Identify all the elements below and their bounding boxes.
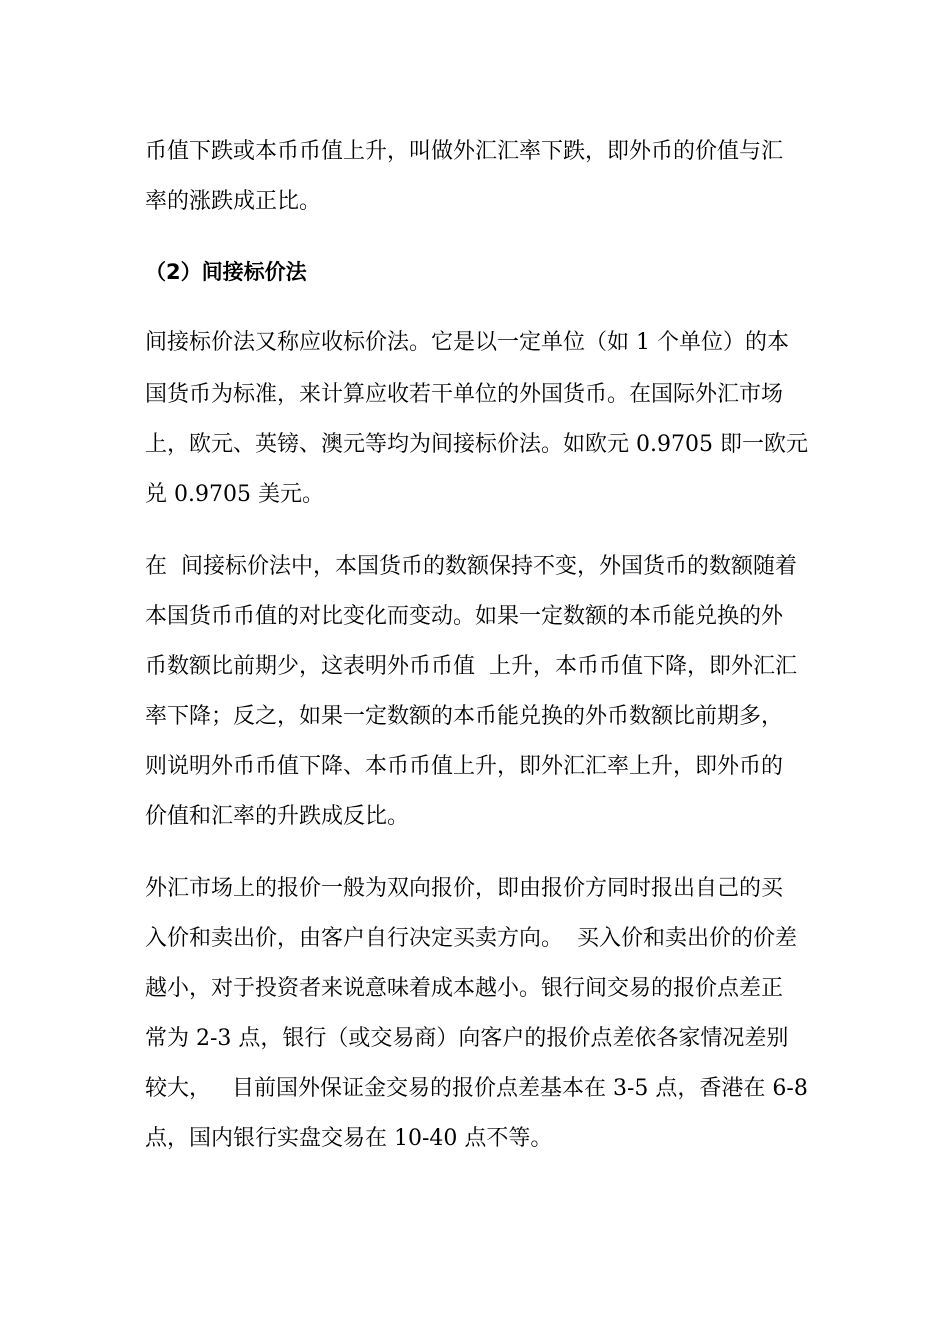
text-line: 本国货币币值的对比变化而变动。如果一定数额的本币能兑换的外: [145, 604, 784, 629]
text-line: 上，欧元、英镑、澳元等均为间接标价法。如欧元 0.9705 即一欧元: [145, 432, 808, 457]
text-line: 率的涨跌成正比。: [145, 189, 322, 214]
text-line: 币值下跌或本币币值上升，叫做外汇汇率下跌，即外币的价值与汇: [145, 139, 784, 164]
text-line: 价值和汇率的升跌成反比。: [145, 804, 410, 829]
text-line: 越小，对于投资者来说意味着成本越小。银行间交易的报价点差正: [145, 976, 784, 1001]
text-line: 率下降；反之，如果一定数额的本币能兑换的外币数额比前期多，: [145, 704, 784, 729]
text-line: 币数额比前期少，这表明外币币值 上升，本币币值下降，即外汇汇: [145, 654, 797, 679]
text-line: 常为 2-3 点，银行（或交易商）向客户的报价点差依各家情况差别: [145, 1026, 789, 1051]
text-line: 较大， 目前国外保证金交易的报价点差基本在 3-5 点，香港在 6-8: [145, 1076, 808, 1101]
text-line: 国货币为标准，来计算应收若干单位的外国货币。在国际外汇市场: [145, 382, 784, 407]
text-line: 在 间接标价法中，本国货币的数额保持不变，外国货币的数额随着: [145, 554, 797, 579]
text-line: 则说明外币币值下降、本币币值上升，即外汇汇率上升，即外币的: [145, 754, 784, 779]
text-line: 入价和卖出价，由客户自行决定买卖方向。 买入价和卖出价的价差: [145, 926, 797, 951]
section-heading: （2）间接标价法: [145, 260, 307, 284]
text-line: 外汇市场上的报价一般为双向报价，即由报价方同时报出自己的买: [145, 876, 784, 901]
text-line: 点，国内银行实盘交易在 10-40 点不等。: [145, 1126, 553, 1151]
text-line: 兑 0.9705 美元。: [145, 482, 324, 507]
text-line: 间接标价法又称应收标价法。它是以一定单位（如 1 个单位）的本: [145, 330, 789, 355]
